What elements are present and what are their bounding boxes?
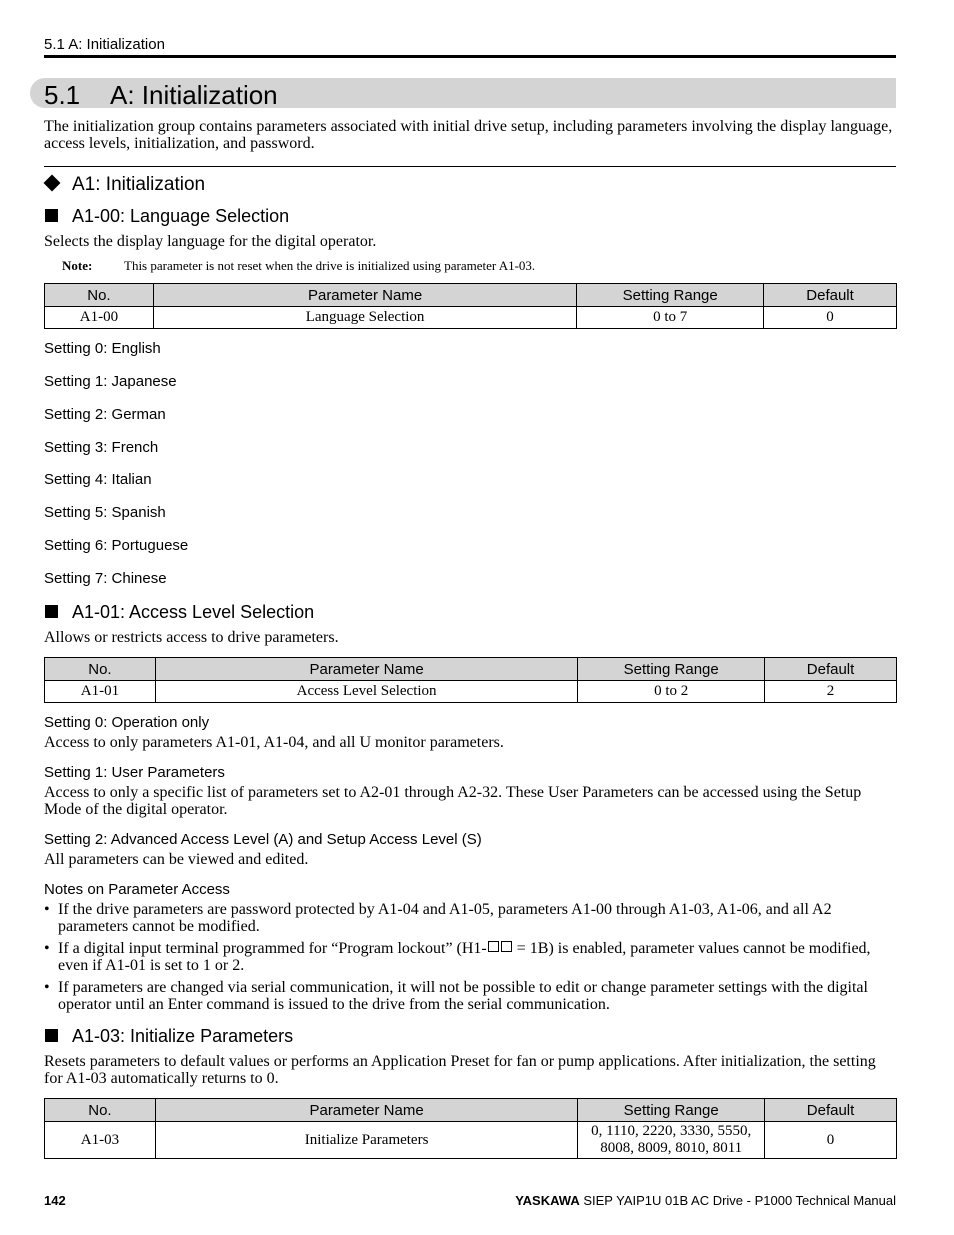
col-header-range: Setting Range: [578, 1099, 765, 1122]
language-setting-7: Setting 7: Chinese: [44, 570, 167, 587]
a1-01-parameter-table: [44, 657, 897, 703]
footer-manual-title: [515, 1193, 896, 1208]
list-item: [44, 979, 896, 1013]
a1-03-description: Resets parameters to default values or performs an Application Preset for fan or pump applications. After initialization, the setting for A1-03 automatically returns to 0.: [44, 1053, 876, 1087]
section-heading-a1: A1: Initialization: [72, 174, 206, 195]
intro-paragraph: The initialization group contains parameters associated with initial drive setup, including parameters involving the display language, access levels, initialization, and password.: [44, 118, 893, 152]
access-setting-0-text: Access to only parameters A1-01, A1-04, and all U monitor parameters.: [44, 734, 504, 751]
cell-range-line-1: 0, 1110, 2220, 3330, 5550,: [591, 1123, 752, 1139]
bullet-icon: •: [44, 940, 50, 957]
access-setting-1-label: Setting 1: User Parameters: [44, 764, 225, 781]
heading-a1-03: A1-03: Initialize Parameters: [72, 1026, 294, 1046]
table-header-row: [45, 1099, 897, 1122]
language-setting-0: Setting 0: English: [44, 340, 161, 357]
cell-name: Access Level Selection: [155, 681, 577, 703]
cell-no: A1-00: [45, 307, 154, 329]
page-number: 142: [44, 1193, 66, 1208]
cell-default: 2: [765, 681, 897, 703]
access-setting-2-label: Setting 2: Advanced Access Level (A) and Setup Access Level (S): [44, 831, 482, 848]
access-setting-1-text: Access to only a specific list of parameters set to A2-01 through A2-32. These User Parameters can be accessed using the Setup Mode of the digital operator.: [44, 784, 862, 818]
table-row: [45, 307, 897, 329]
language-setting-6: Setting 6: Portuguese: [44, 537, 189, 554]
footer-brand: YASKAWA: [515, 1193, 580, 1208]
table-row: [45, 681, 897, 703]
bullet-text: If the drive parameters are password protected by A1-04 and A1-05, parameters A1-00 through A1-03, A1-06, and all A2 parameters cannot be modified.: [58, 901, 832, 935]
cell-name: Language Selection: [153, 307, 576, 329]
running-header: 5.1 A: Initialization: [44, 36, 165, 53]
cell-range-line-2: 8008, 8009, 8010, 8011: [600, 1140, 743, 1156]
chapter-title-text: A: Initialization: [110, 80, 278, 110]
language-setting-1: Setting 1: Japanese: [44, 373, 177, 390]
cell-no: A1-03: [45, 1122, 156, 1159]
col-header-name: Parameter Name: [155, 1099, 577, 1122]
col-header-default: Default: [765, 658, 897, 681]
list-item: [44, 940, 896, 974]
col-header-range: Setting Range: [578, 658, 765, 681]
note-label: Note:: [62, 258, 93, 273]
bullet-text: If parameters are changed via serial communication, it will not be possible to edit or change parameter settings with the digital operator until an Enter command is issued to the drive from the serial communication.: [58, 979, 868, 1013]
placeholder-box-icon: [501, 941, 512, 952]
a1-00-description: Selects the display language for the digital operator.: [44, 233, 377, 250]
cell-name: Initialize Parameters: [155, 1122, 577, 1159]
language-setting-4: Setting 4: Italian: [44, 471, 152, 488]
col-header-range: Setting Range: [577, 284, 764, 307]
cell-default: 0: [765, 1122, 897, 1159]
col-header-no: No.: [45, 658, 156, 681]
square-bullet-icon: [45, 605, 58, 618]
header-rule: [44, 55, 896, 58]
a1-00-parameter-table: [44, 283, 897, 329]
section-divider: [44, 166, 896, 167]
cell-default: 0: [764, 307, 897, 329]
bullet-text-post: = 1B) is enabled, parameter values cannot be modified, even if A1-01 is set to 1 or 2.: [58, 940, 871, 974]
col-header-default: Default: [765, 1099, 897, 1122]
cell-range: [578, 1122, 765, 1159]
table-header-row: [45, 284, 897, 307]
cell-range: 0 to 7: [577, 307, 764, 329]
heading-a1-01: A1-01: Access Level Selection: [72, 602, 315, 622]
chapter-number: 5.1: [44, 80, 81, 110]
note-text: This parameter is not reset when the drive is initialized using parameter A1-03.: [124, 258, 536, 273]
bullet-icon: •: [44, 979, 50, 996]
list-item: [44, 901, 896, 935]
square-bullet-icon: [45, 1029, 58, 1042]
bullet-text-pre: If a digital input terminal programmed for “Program lockout” (H1-: [58, 940, 487, 957]
access-setting-0-label: Setting 0: Operation only: [44, 714, 210, 731]
col-header-name: Parameter Name: [153, 284, 576, 307]
square-bullet-icon: [45, 209, 58, 222]
placeholder-box-icon: [488, 941, 499, 952]
col-header-no: No.: [45, 1099, 156, 1122]
table-row: [45, 1122, 897, 1159]
col-header-name: Parameter Name: [155, 658, 577, 681]
col-header-default: Default: [764, 284, 897, 307]
language-setting-5: Setting 5: Spanish: [44, 504, 166, 521]
access-setting-2-text: All parameters can be viewed and edited.: [44, 851, 309, 868]
cell-range: 0 to 2: [578, 681, 765, 703]
table-header-row: [45, 658, 897, 681]
bullet-icon: •: [44, 901, 50, 918]
col-header-no: No.: [45, 284, 154, 307]
chapter-title: [44, 78, 278, 112]
a1-03-parameter-table: [44, 1098, 897, 1159]
notes-title: Notes on Parameter Access: [44, 881, 230, 898]
heading-a1-00: A1-00: Language Selection: [72, 206, 290, 226]
cell-no: A1-01: [45, 681, 156, 703]
diamond-icon: [44, 175, 61, 192]
footer-manual: SIEP YAIP1U 01B AC Drive - P1000 Technical Manual: [579, 1193, 896, 1208]
language-setting-3: Setting 3: French: [44, 439, 159, 456]
a1-01-description: Allows or restricts access to drive parameters.: [44, 629, 339, 646]
language-setting-2: Setting 2: German: [44, 406, 166, 423]
bullet-text: [58, 940, 896, 974]
